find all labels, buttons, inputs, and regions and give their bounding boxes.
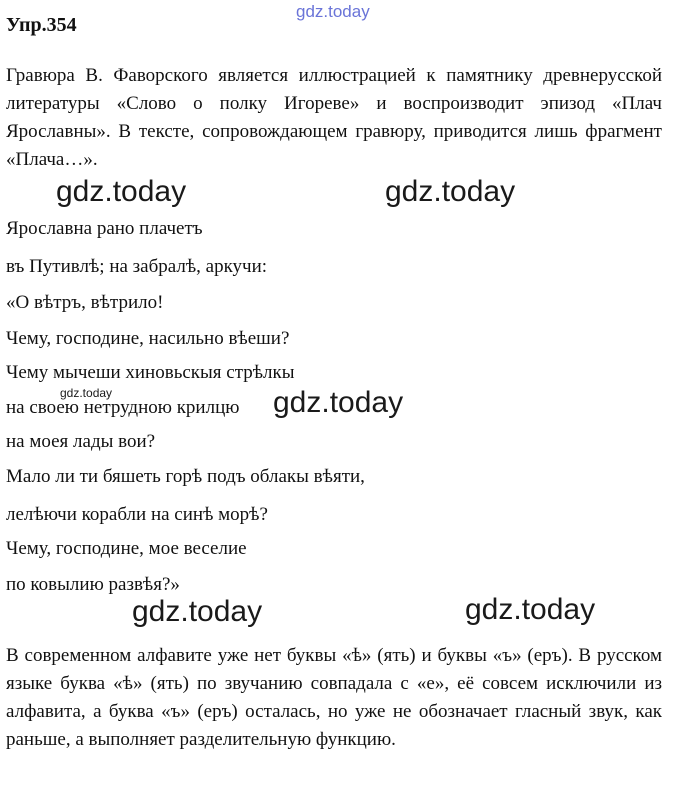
verse-line: лелѣючи корабли на синѣ морѣ? [6,504,268,525]
watermark-small: gdz.today [60,386,113,400]
verse-line: Чему мычеши хиновьскыя стрѣлкы [6,362,295,383]
verse-line: на своею нетрудною крилцю [6,397,240,418]
watermark-top: gdz.today [296,2,370,21]
verse-line: Ярославна рано плачетъ [6,218,203,239]
verse-line: Чему, господине, насильно вѣеши? [6,328,290,349]
watermark: gdz.today [385,175,516,208]
exercise-title: Упр.354 [6,14,77,36]
verse-line: на моея лады вои? [6,431,156,452]
watermark: gdz.today [465,593,596,626]
verse-line: Мало ли ти бяшеть горѣ подъ облакы вѣяти, [6,466,365,487]
verse-line: по ковылию развѣя?» [6,574,180,595]
watermark: gdz.today [56,175,187,208]
verse-line: Чему, господине, мое веселие [6,538,247,559]
watermark: gdz.today [132,595,263,628]
watermark: gdz.today [273,386,404,419]
intro-paragraph: Гравюра В. Фаворского является иллюстрацией к памятнику древнерусской литературы «Слово о полку Игореве» и воспроизводит эпизод «Плач Ярославны». В тексте, сопровождающем гравюру, приводится лишь фрагмент «Плача…». [6,65,662,170]
verse-line: въ Путивлѣ; на забралѣ, аркучи: [6,256,268,277]
outro-paragraph: В современном алфавите уже нет буквы «ѣ» (ять) и буквы «ъ» (еръ). В русском языке буква «ѣ» (ять) по звучанию совпадала с «е», её совсем исключили из алфавита, а буква «ъ» (еръ) осталась, но уже не обозначает гласный звук, как раньше, а выполняет разделительную функцию. [6,645,662,750]
verse-line: «О вѣтръ, вѣтрило! [6,292,164,313]
